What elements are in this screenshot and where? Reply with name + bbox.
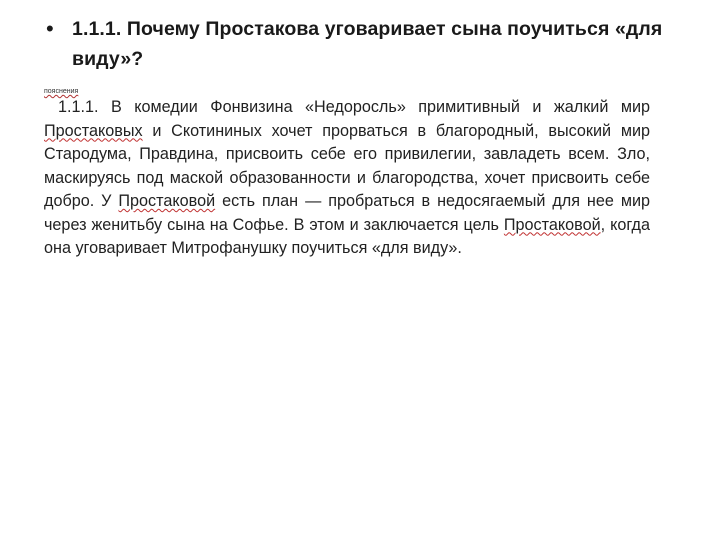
spellcheck-word-2: Простаковой xyxy=(118,192,216,210)
answer-paragraph xyxy=(44,96,650,261)
spellcheck-word-1: Простаковых xyxy=(44,121,143,140)
spellcheck-word-3: Простаковой xyxy=(503,215,601,234)
answer-number: 1.1.1. xyxy=(58,98,99,116)
answer-text-1: В комедии Фонвизина «Недоросль» примитивный и жалкий мир xyxy=(110,98,650,116)
answer-text-3: есть план — пробраться в недосягаемый для нее мир через женитьбу сына на Софье. В этом и заключается цель xyxy=(44,192,650,234)
answer-text-2: и Скотининых хочет прорваться в благородный, высокий мир Стародума, Правдина, присвоить себе его привилегии, завладеть всем. Зло, маскируясь под маской образованности и благородства, хочет присвоить себе добро. У xyxy=(44,121,650,210)
document-label: пояснения xyxy=(44,88,79,95)
bullet-icon: • xyxy=(46,16,54,41)
question-text: 1.1.1. Почему Простакова уговаривает сына поучиться «для виду»? xyxy=(72,18,663,70)
answer-text-4: , когда она уговаривает Митрофанушку поучиться «для виду». xyxy=(44,215,650,257)
question-bullet-item xyxy=(46,14,686,74)
